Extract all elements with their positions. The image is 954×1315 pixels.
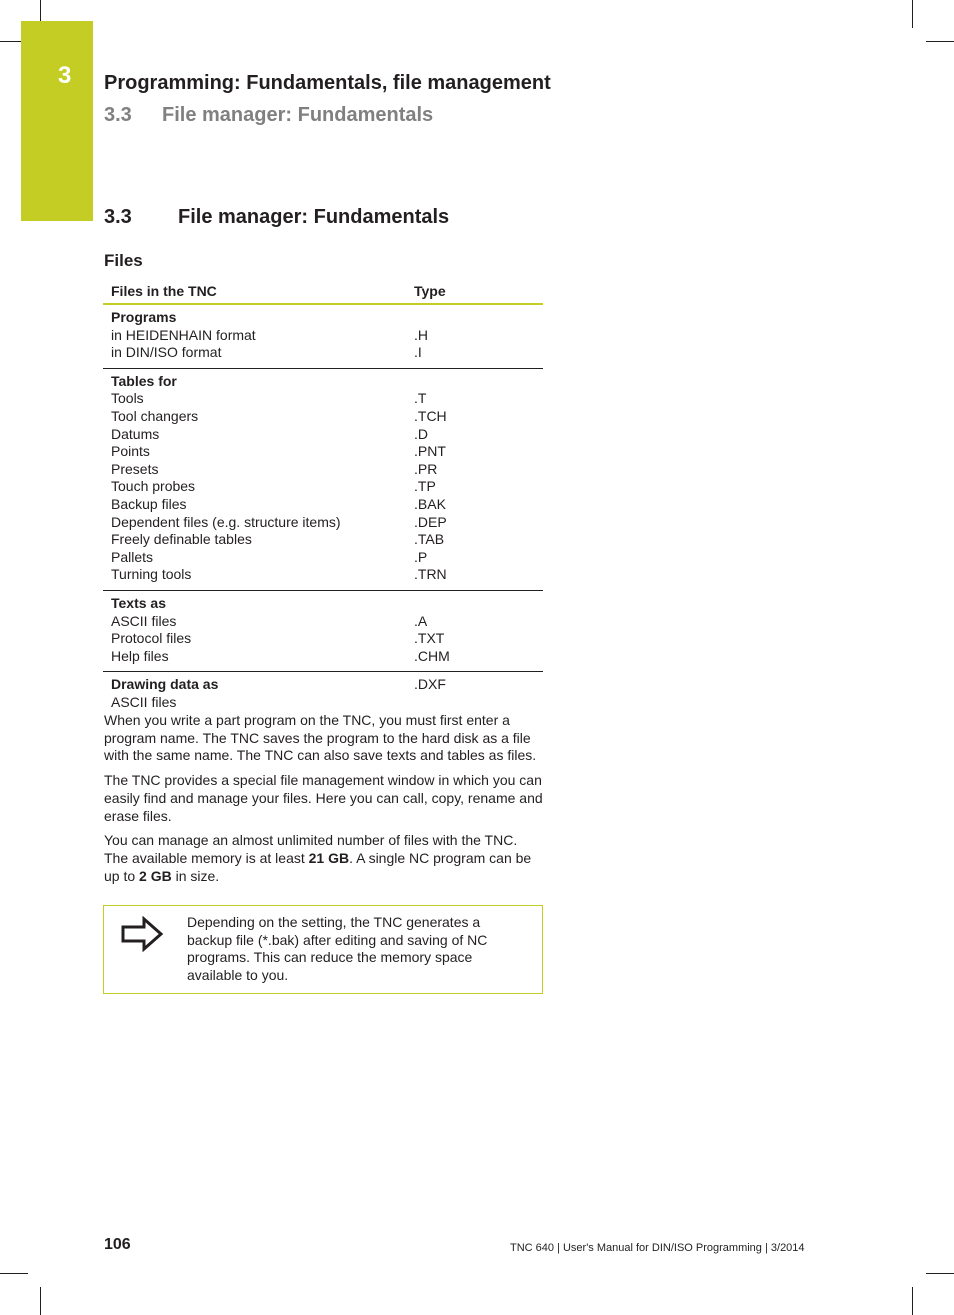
chapter-title: Programming: Fundamentals, file management [104, 72, 551, 94]
chapter-number: 3 [58, 62, 72, 89]
section-heading [104, 206, 450, 229]
footer-text: TNC 640 | User's Manual for DIN/ISO Programming | 3/2014 [510, 1242, 805, 1254]
crop-mark [926, 41, 954, 42]
group-title-row [103, 309, 543, 327]
running-section-title: File manager: Fundamentals [162, 104, 434, 126]
file-kind: Backup files [111, 495, 187, 512]
table-header [103, 281, 543, 305]
section-number: 3.3 [104, 206, 132, 228]
program-size-value: 2 GB [139, 867, 172, 884]
group-title: Tables for [111, 372, 177, 389]
file-extension: .BAK [414, 495, 446, 512]
text: . A single NC program can be up to [104, 849, 532, 884]
file-extension: .TCH [414, 407, 447, 424]
text: You can manage an almost unlimited number of files with the TNC. The available memory is at least [104, 832, 518, 866]
crop-mark [926, 1273, 954, 1274]
crop-mark [40, 1287, 41, 1315]
running-section-header [104, 104, 434, 127]
table-row [103, 408, 543, 426]
table-row [103, 390, 543, 408]
crop-mark [0, 1273, 28, 1274]
table-row [103, 443, 543, 461]
file-extension: .PR [414, 460, 438, 477]
body-text [104, 712, 544, 892]
file-extension: .DEP [414, 513, 447, 530]
crop-mark [912, 1287, 913, 1315]
crop-mark [40, 0, 41, 21]
memory-value: 21 GB [308, 849, 350, 866]
crop-mark [912, 0, 913, 28]
file-kind: Dependent files (e.g. structure items) [111, 513, 341, 530]
file-kind: Freely definable tables [111, 531, 252, 548]
file-types-table [103, 281, 543, 717]
file-extension: .D [414, 425, 428, 442]
table-row [103, 613, 543, 631]
section-title: File manager: Fundamentals [178, 206, 450, 228]
file-extension: .TAB [414, 531, 445, 548]
file-extension: .P [414, 548, 428, 565]
arrow-right-icon [120, 916, 164, 952]
table-row [103, 531, 543, 549]
file-extension: .A [414, 612, 428, 629]
group-title-row [103, 373, 543, 391]
chapter-tab [21, 21, 93, 221]
table-group [103, 672, 543, 717]
file-kind: Points [111, 443, 150, 460]
file-extension: .T [414, 390, 427, 407]
text: in size. [171, 867, 220, 884]
file-extension: .I [414, 344, 422, 361]
file-kind: Presets [111, 460, 159, 477]
paragraph [104, 832, 544, 885]
table-row [103, 566, 543, 584]
table-group [103, 305, 543, 369]
table-row [103, 461, 543, 479]
table-row [103, 478, 543, 496]
note-text: Depending on the setting, the TNC generates a backup file (*.bak) after editing and saving of NC programs. This can reduce the memory space available to you. [187, 914, 488, 984]
table-row [103, 514, 543, 532]
header-files: Files in the TNC [111, 283, 217, 299]
file-kind: Pallets [111, 548, 154, 565]
group-title: Texts as [111, 594, 166, 611]
note-box [103, 905, 543, 994]
file-extension: .CHM [414, 647, 450, 664]
header-type: Type [414, 283, 446, 299]
file-extension: .PNT [414, 443, 446, 460]
table-row [103, 694, 543, 712]
table-row [103, 549, 543, 567]
group-title: Drawing data as [111, 676, 219, 693]
file-kind: Help files [111, 647, 169, 664]
file-kind: in HEIDENHAIN format [111, 326, 256, 343]
table-row [103, 327, 543, 345]
file-kind: Touch probes [111, 478, 196, 495]
file-extension: .TP [414, 478, 436, 495]
file-extension: .TXT [414, 630, 445, 647]
table-row [103, 496, 543, 514]
file-kind: in DIN/ISO format [111, 344, 222, 361]
subheading: Files [104, 251, 143, 270]
file-extension: .TRN [414, 566, 447, 583]
table-row [103, 648, 543, 666]
file-kind: ASCII files [111, 612, 177, 629]
paragraph: The TNC provides a special file management window in which you can easily find and manage your files. Here you can call, copy, rename and erase files. [104, 772, 543, 824]
paragraph: When you write a part program on the TNC, you must first enter a program name. The TNC saves the program to the hard disk as a file with the same name. The TNC can also save texts and tables as files. [104, 712, 537, 764]
running-section-number: 3.3 [104, 104, 132, 126]
file-kind: Tools [111, 390, 144, 407]
page-number: 106 [104, 1236, 131, 1253]
table-row [103, 344, 543, 362]
table-group [103, 591, 543, 672]
table-row [103, 426, 543, 444]
file-kind: Tool changers [111, 407, 199, 424]
crop-mark [0, 41, 21, 42]
file-kind: Turning tools [111, 566, 192, 583]
table-row [103, 630, 543, 648]
table-group [103, 369, 543, 591]
file-kind: ASCII files [111, 693, 177, 710]
group-title: Programs [111, 309, 177, 325]
file-extension: .H [414, 326, 428, 343]
group-title-row [103, 595, 543, 613]
file-kind: Protocol files [111, 630, 192, 647]
group-type: .DXF [414, 676, 446, 693]
file-kind: Datums [111, 425, 160, 442]
group-title-row [103, 676, 543, 694]
